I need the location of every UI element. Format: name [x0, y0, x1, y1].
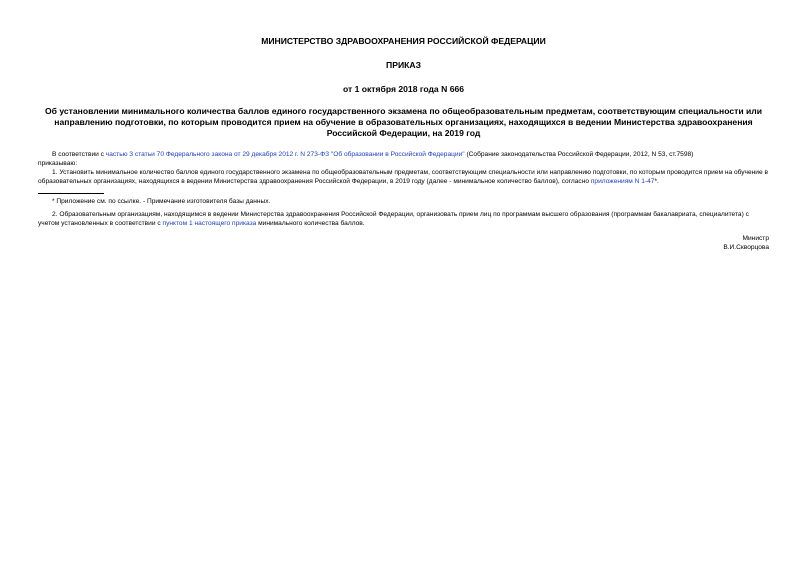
signatory-position: Министр — [742, 235, 769, 242]
item-1-reference-link[interactable]: пунктом 1 настоящего приказа — [162, 220, 257, 227]
item-1-paragraph — [38, 168, 769, 186]
item-1-text-before: 1. Установить минимальное количество баллов единого государственного экзамена по общеобразовательным предметам, соответствующим специальности или направлению подготовки, по которым проводится прием на обучение в образовательных организациях, находящихся в ведении Министерства здравоохранения Российской Федерации, в 2019 году (далее - минимальное количество баллов), согласно — [38, 169, 768, 185]
document-page — [38, 36, 769, 252]
order-word: приказываю: — [38, 160, 78, 167]
appendices-link[interactable]: приложениям N 1-47 — [590, 178, 655, 185]
document-title: Об установлении минимального количества баллов единого государственного экзамена по общеобразовательным предметам, соответствующим специальности или направлению подготовки, по которым проводится прием на обучение в образовательных организациях, находящихся в ведении Министерства здравоохранения Российской Федерации, на 2019 год — [44, 106, 763, 138]
item-2-text-before: 2. Образовательным организациям, находящимся в ведении Министерства здравоохранения Российской Федерации, организовать прием лиц по программам высшего образования (программам бакалавриата, специалитета) с учетом установленных в соответствии с — [38, 211, 749, 227]
document-type-heading: ПРИКАЗ — [386, 60, 421, 70]
item-2-paragraph — [38, 210, 769, 228]
preamble-text-before: В соответствии с — [52, 151, 106, 158]
footnote-text: * Приложение см. по ссылке. - Примечание изготовителя базы данных. — [52, 198, 271, 205]
document-date-number: от 1 октября 2018 года N 666 — [342, 84, 465, 94]
preamble-paragraph — [38, 150, 769, 159]
federal-law-link[interactable]: частью 3 статьи 70 Федерального закона от 29 декабря 2012 г. N 273-ФЗ "Об образовании в Российской Федерации" — [105, 151, 465, 158]
preamble-text-after: (Собрание законодательства Российской Федерации, 2012, N 53, ст.7598) — [464, 151, 694, 158]
ministry-heading: МИНИСТЕРСТВО ЗДРАВООХРАНЕНИЯ РОССИЙСКОЙ ФЕДЕРАЦИИ — [261, 36, 546, 46]
item-1-text-after: *. — [654, 178, 659, 185]
item-2-text-after: минимального количества баллов. — [256, 220, 365, 227]
footnote-divider — [38, 193, 104, 194]
signatory-name: В.И.Скворцова — [723, 244, 769, 251]
